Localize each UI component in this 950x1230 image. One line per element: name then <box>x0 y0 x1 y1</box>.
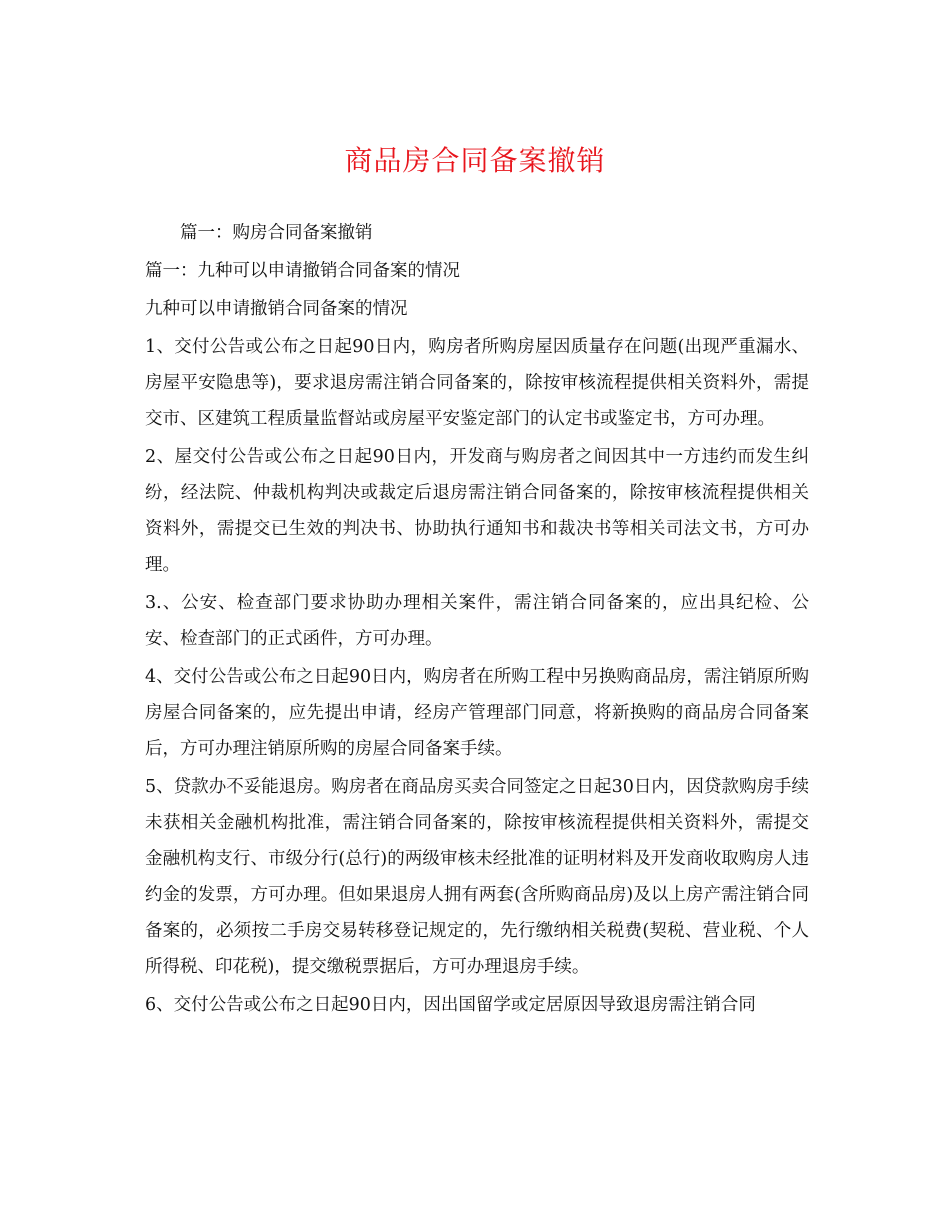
document-body <box>145 215 809 1025</box>
paragraph-item-3: 3.、公安、检查部门要求协助办理相关案件，需注销合同备案的，应出具纪检、公安、检查部门的正式函件，方可办理。 <box>145 593 809 649</box>
paragraph-item-1: 1、交付公告或公布之日起90日内，购房者所购房屋因质量存在问题(出现严重漏水、房屋平安隐患等)，要求退房需注销合同备案的，除按审核流程提供相关资料外，需提交市、区建筑工程质量监督站或房屋平安鉴定部门的认定书或鉴定书，方可办理。 <box>145 337 809 429</box>
section-subheading-nine-cases: 九种可以申请撤销合同备案的情况 <box>145 299 408 319</box>
paragraph-item-5: 5、贷款办不妥能退房。购房者在商品房买卖合同签定之日起30日内，因贷款购房手续未获相关金融机构批准，需注销合同备案的，除按审核流程提供相关资料外，需提交金融机构支行、市级分行(总行)的两级审核未经批准的证明材料及开发商收取购房人违约金的发票，方可办理。但如果退房人拥有两套(含所购商品房)及以上房产需注销合同备案的，必须按二手房交易转移登记规定的，先行缴纳相关税费(契税、营业税、个人所得税、印花税)，提交缴税票据后，方可办理退房手续。 <box>145 777 809 977</box>
section-heading-chapter-one: 篇一：购房合同备案撤销 <box>180 223 373 243</box>
paragraph-item-4: 4、交付公告或公布之日起90日内，购房者在所购工程中另换购商品房，需注销原所购房屋合同备案的，应先提出申请，经房产管理部门同意，将新换购的商品房合同备案后，方可办理注销原所购的房屋合同备案手续。 <box>145 667 809 759</box>
paragraph-item-2: 2、屋交付公告或公布之日起90日内，开发商与购房者之间因其中一方违约而发生纠纷，经法院、仲裁机构判决或裁定后退房需注销合同备案的，除按审核流程提供相关资料外，需提交已生效的判决书、协助执行通知书和裁决书等相关司法文书，方可办理。 <box>145 447 809 575</box>
section-heading-nine-cases: 篇一：九种可以申请撤销合同备案的情况 <box>145 261 460 281</box>
document-title: 商品房合同备案撤销 <box>344 144 606 177</box>
paragraph-item-6: 6、交付公告或公布之日起90日内，因出国留学或定居原因导致退房需注销合同 <box>145 995 756 1015</box>
